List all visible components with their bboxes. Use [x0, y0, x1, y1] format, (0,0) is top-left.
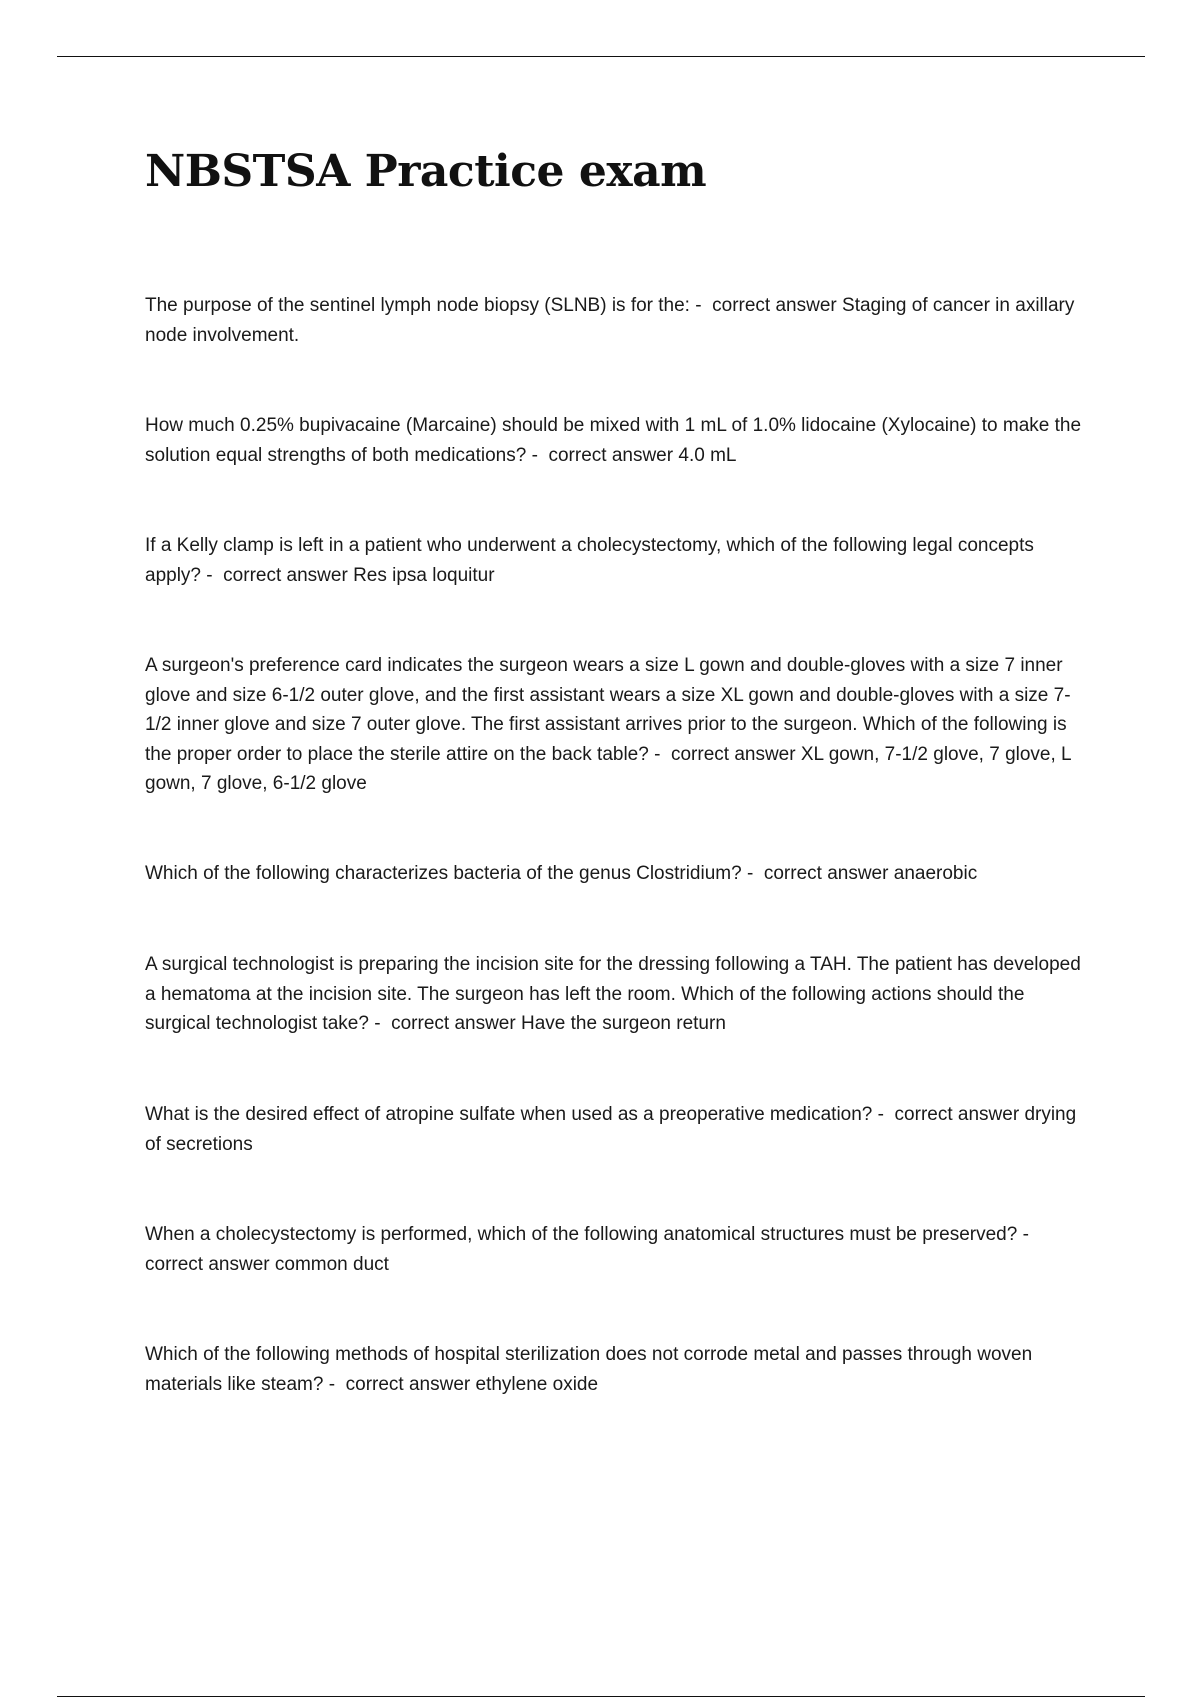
question-text: When a cholecystectomy is performed, which of the following anatomical structures must be preserved?: [145, 1224, 1018, 1245]
separator: -: [741, 863, 759, 884]
qa-item-6: [145, 950, 1090, 1039]
answer-text: Res ipsa loquitur: [353, 564, 495, 586]
answer-text: common duct: [274, 1253, 389, 1275]
separator: -: [872, 1104, 890, 1125]
qa-item-8: [145, 1220, 1090, 1279]
answer-text: drying of secretions: [145, 1104, 1077, 1155]
qa-item-5: [145, 859, 1090, 889]
question-text: A surgeon's preference card indicates the surgeon wears a size L gown and double-gloves with a size 7 inner glove and size 6-1/2 outer glove, and the first assistant wears a size XL gown and double-gloves with a size 7-1/2 inner glove and size 7 outer glove. The first assistant arrives prior to the surgeon. Which of the following is the proper order to place the sterile attire on the back table?: [145, 655, 1071, 765]
separator: -: [201, 564, 218, 586]
separator: -: [1017, 1224, 1035, 1245]
separator: -: [526, 444, 544, 466]
question-text: If a Kelly clamp is left in a patient who underwent a cholecystectomy, which of the following legal concepts apply?: [145, 535, 1034, 586]
answer-prefix: correct answer: [548, 444, 674, 466]
answer-prefix: correct answer: [894, 1104, 1020, 1125]
answer-prefix: correct answer: [670, 743, 796, 765]
answer-prefix: correct answer: [345, 1373, 471, 1395]
answer-prefix: correct answer: [145, 1253, 270, 1275]
question-text: The purpose of the sentinel lymph node biopsy (SLNB) is for the:: [145, 295, 690, 316]
answer-text: anaerobic: [893, 863, 978, 884]
qa-item-2: [145, 411, 1090, 470]
question-text: Which of the following characterizes bacteria of the genus Clostridium?: [145, 863, 742, 884]
top-rule: [57, 56, 1145, 57]
bottom-rule: [57, 1696, 1145, 1697]
answer-text: XL gown, 7-1/2 glove, 7 glove, L gown, 7 glove, 6-1/2 glove: [145, 743, 1071, 794]
qa-item-9: [145, 1340, 1090, 1399]
question-text: A surgical technologist is preparing the incision site for the dressing following a TAH. The patient has developed a hematoma at the incision site. The surgeon has left the room. Which of the following actions should the surgical technologist take?: [145, 954, 1081, 1034]
answer-text: 4.0 mL: [678, 444, 737, 466]
qa-item-3: [145, 531, 1090, 590]
page-title: NBSTSA Practice exam: [145, 146, 707, 197]
separator: -: [648, 743, 666, 765]
question-text: What is the desired effect of atropine sulfate when used as a preoperative medication?: [145, 1104, 873, 1125]
separator: -: [689, 295, 707, 316]
qa-item-4: [145, 651, 1090, 799]
answer-prefix: correct answer: [391, 1013, 516, 1034]
answer-prefix: correct answer: [223, 564, 348, 586]
qa-item-7: [145, 1100, 1090, 1159]
question-text: How much 0.25% bupivacaine (Marcaine) should be mixed with 1 mL of 1.0% lidocaine (Xylocaine) to make the solution equal strengths of both medications?: [145, 415, 1082, 466]
question-text: Which of the following methods of hospital sterilization does not corrode metal and passes through woven materials like steam?: [145, 1344, 1033, 1395]
qa-item-1: [145, 291, 1090, 350]
separator: -: [368, 1013, 386, 1034]
answer-prefix: correct answer: [763, 863, 889, 884]
answer-text: Staging of cancer in axillary node involvement.: [145, 295, 1075, 346]
separator: -: [323, 1373, 341, 1395]
answer-text: Have the surgeon return: [520, 1013, 726, 1034]
answer-text: ethylene oxide: [475, 1373, 599, 1395]
answer-prefix: correct answer: [712, 295, 837, 316]
